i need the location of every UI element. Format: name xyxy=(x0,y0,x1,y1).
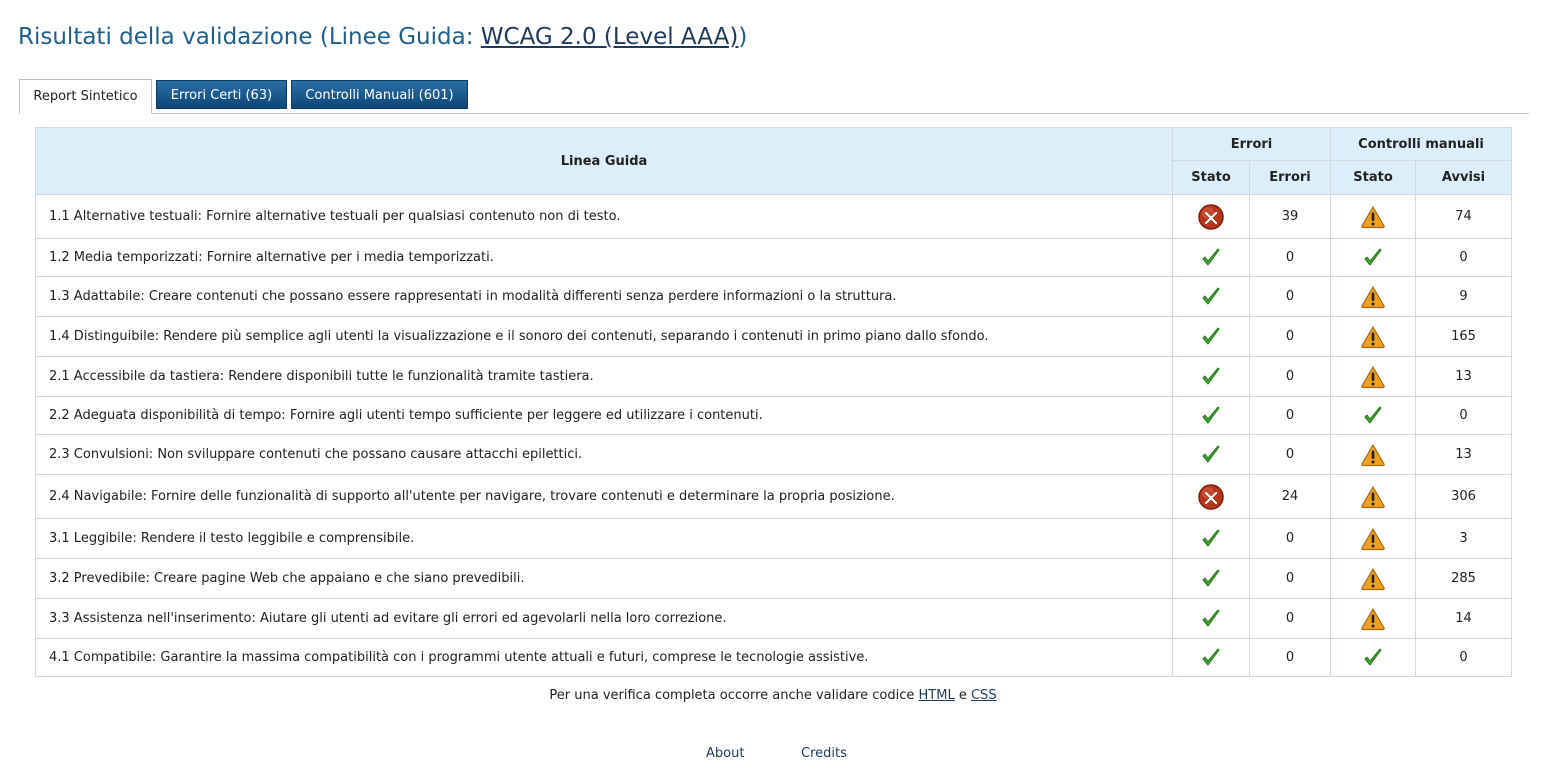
guideline-cell: 1.4 Distinguibile: Rendere più semplice agli utenti la visualizzazione e il sonoro dei contenuti, separando i contenuti in primo piano dallo sfondo. xyxy=(36,317,1173,357)
error-count-cell: 0 xyxy=(1250,317,1331,357)
error-status-cell xyxy=(1173,435,1250,475)
table-row xyxy=(36,195,1512,239)
warning-icon xyxy=(1331,485,1415,509)
guideline-cell: 1.1 Alternative testuali: Fornire alternative testuali per qualsiasi contenuto non di testo. xyxy=(36,195,1173,239)
error-count-cell: 0 xyxy=(1250,559,1331,599)
warning-icon xyxy=(1331,325,1415,349)
table-row xyxy=(36,435,1512,475)
guideline-cell: 1.2 Media temporizzati: Fornire alternative per i media temporizzati. xyxy=(36,239,1173,277)
check-icon xyxy=(1331,647,1415,669)
manual-status-cell xyxy=(1331,559,1416,599)
tab-errori-certi[interactable]: Errori Certi (63) xyxy=(156,80,287,109)
check-icon xyxy=(1173,405,1249,427)
warning-count-cell: 13 xyxy=(1416,435,1512,475)
warning-icon xyxy=(1331,285,1415,309)
table-row xyxy=(36,357,1512,397)
page-title xyxy=(18,24,747,50)
warning-icon xyxy=(1331,567,1415,591)
error-count-cell: 0 xyxy=(1250,397,1331,435)
table-row xyxy=(36,475,1512,519)
error-status-cell xyxy=(1173,599,1250,639)
guideline-cell: 4.1 Compatibile: Garantire la massima compatibilità con i programmi utente attuali e futuri, comprese le tecnologie assistive. xyxy=(36,639,1173,677)
header-manual-group: Controlli manuali xyxy=(1331,128,1512,161)
manual-status-cell xyxy=(1331,599,1416,639)
warning-count-cell: 285 xyxy=(1416,559,1512,599)
guideline-cell: 1.3 Adattabile: Creare contenuti che possano essere rappresentati in modalità differenti senza perdere informazioni o la struttura. xyxy=(36,277,1173,317)
check-icon xyxy=(1173,286,1249,308)
check-icon xyxy=(1173,647,1249,669)
header-errors-count: Errori xyxy=(1250,161,1331,195)
guideline-cell: 2.2 Adeguata disponibilità di tempo: Fornire agli utenti tempo sufficiente per leggere ed utilizzare i contenuti. xyxy=(36,397,1173,435)
check-icon xyxy=(1173,528,1249,550)
check-icon xyxy=(1173,247,1249,269)
manual-status-cell xyxy=(1331,397,1416,435)
error-status-cell xyxy=(1173,639,1250,677)
warning-count-cell: 0 xyxy=(1416,239,1512,277)
header-errors-group: Errori xyxy=(1173,128,1331,161)
check-icon xyxy=(1173,444,1249,466)
warning-icon xyxy=(1331,443,1415,467)
check-icon xyxy=(1173,326,1249,348)
error-count-cell: 0 xyxy=(1250,239,1331,277)
warning-count-cell: 0 xyxy=(1416,397,1512,435)
page-title-prefix: Risultati della validazione (Linee Guida: xyxy=(18,24,481,50)
manual-status-cell xyxy=(1331,639,1416,677)
table-row xyxy=(36,559,1512,599)
html-validation-link[interactable]: HTML xyxy=(918,688,955,703)
tab-report-sintetico[interactable]: Report Sintetico xyxy=(19,79,152,114)
error-count-cell: 0 xyxy=(1250,357,1331,397)
error-status-cell xyxy=(1173,559,1250,599)
warning-count-cell: 9 xyxy=(1416,277,1512,317)
manual-status-cell xyxy=(1331,239,1416,277)
check-icon xyxy=(1331,247,1415,269)
error-status-cell xyxy=(1173,519,1250,559)
tab-controlli-manuali[interactable]: Controlli Manuali (601) xyxy=(291,80,468,109)
about-link[interactable]: About xyxy=(706,746,745,761)
manual-status-cell xyxy=(1331,357,1416,397)
guidelines-link[interactable]: WCAG 2.0 (Level AAA) xyxy=(480,24,739,50)
warning-count-cell: 3 xyxy=(1416,519,1512,559)
guideline-cell: 3.1 Leggibile: Rendere il testo leggibile e comprensibile. xyxy=(36,519,1173,559)
error-status-cell xyxy=(1173,397,1250,435)
check-icon xyxy=(1173,366,1249,388)
manual-status-cell xyxy=(1331,475,1416,519)
warning-count-cell: 14 xyxy=(1416,599,1512,639)
error-count-cell: 0 xyxy=(1250,435,1331,475)
error-status-cell xyxy=(1173,357,1250,397)
footer-note-text: Per una verifica completa occorre anche validare codice xyxy=(549,688,919,703)
error-count-cell: 0 xyxy=(1250,639,1331,677)
check-icon xyxy=(1331,405,1415,427)
error-count-cell: 0 xyxy=(1250,519,1331,559)
manual-status-cell xyxy=(1331,317,1416,357)
warning-count-cell: 165 xyxy=(1416,317,1512,357)
guideline-cell: 2.4 Navigabile: Fornire delle funzionalità di supporto all'utente per navigare, trovare contenuti e determinare la propria posizione. xyxy=(36,475,1173,519)
warning-count-cell: 74 xyxy=(1416,195,1512,239)
manual-status-cell xyxy=(1331,519,1416,559)
error-count-cell: 39 xyxy=(1250,195,1331,239)
header-guideline: Linea Guida xyxy=(36,128,1173,195)
warning-count-cell: 0 xyxy=(1416,639,1512,677)
guideline-cell: 3.3 Assistenza nell'inserimento: Aiutare gli utenti ad evitare gli errori ed agevolarli nella loro correzione. xyxy=(36,599,1173,639)
table-row xyxy=(36,317,1512,357)
error-status-cell xyxy=(1173,277,1250,317)
table-row xyxy=(36,397,1512,435)
guideline-cell: 2.1 Accessibile da tastiera: Rendere disponibili tutte le funzionalità tramite tastiera. xyxy=(36,357,1173,397)
warning-icon xyxy=(1331,527,1415,551)
warning-icon xyxy=(1331,607,1415,631)
table-row xyxy=(36,639,1512,677)
css-validation-link[interactable]: CSS xyxy=(970,688,997,703)
manual-status-cell xyxy=(1331,277,1416,317)
error-status-cell xyxy=(1173,195,1250,239)
footer-note-and: e xyxy=(954,688,971,703)
table-row xyxy=(36,519,1512,559)
error-count-cell: 0 xyxy=(1250,599,1331,639)
page-title-suffix: ) xyxy=(738,24,748,50)
manual-status-cell xyxy=(1331,195,1416,239)
check-icon xyxy=(1173,568,1249,590)
guideline-cell: 3.2 Prevedibile: Creare pagine Web che appaiano e che siano prevedibili. xyxy=(36,559,1173,599)
error-status-cell xyxy=(1173,239,1250,277)
table-row xyxy=(36,599,1512,639)
credits-link[interactable]: Credits xyxy=(801,746,847,761)
guideline-cell: 2.3 Convulsioni: Non sviluppare contenuti che possano causare attacchi epilettici. xyxy=(36,435,1173,475)
warning-count-cell: 306 xyxy=(1416,475,1512,519)
x-icon xyxy=(1173,203,1249,231)
error-status-cell xyxy=(1173,317,1250,357)
error-count-cell: 0 xyxy=(1250,277,1331,317)
warning-count-cell: 13 xyxy=(1416,357,1512,397)
error-status-cell xyxy=(1173,475,1250,519)
header-errors-status: Stato xyxy=(1173,161,1250,195)
check-icon xyxy=(1173,608,1249,630)
warning-icon xyxy=(1331,205,1415,229)
error-count-cell: 24 xyxy=(1250,475,1331,519)
results-table xyxy=(35,127,1512,677)
tab-bar xyxy=(19,79,1529,114)
header-manual-status: Stato xyxy=(1331,161,1416,195)
x-icon xyxy=(1173,483,1249,511)
warning-icon xyxy=(1331,365,1415,389)
table-row xyxy=(36,277,1512,317)
manual-status-cell xyxy=(1331,435,1416,475)
footer-note xyxy=(0,688,1546,703)
table-body xyxy=(36,195,1512,677)
header-manual-warnings: Avvisi xyxy=(1416,161,1512,195)
table-row xyxy=(36,239,1512,277)
